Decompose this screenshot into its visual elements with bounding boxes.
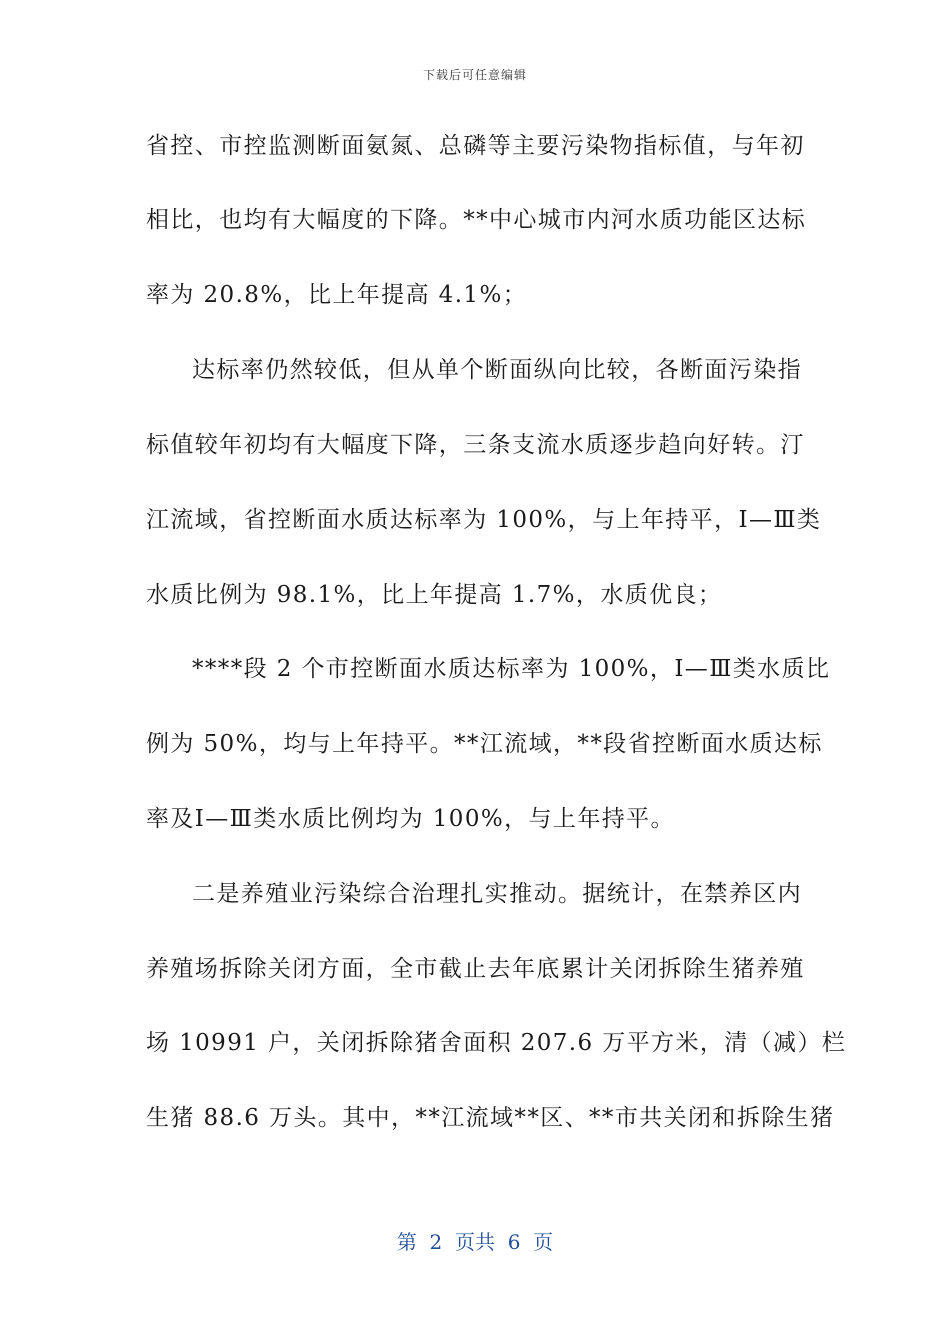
text-line: 标值较年初均有大幅度下降，三条支流水质逐步趋向好转。汀: [146, 432, 805, 458]
header-note: 下载后可任意编辑: [422, 68, 527, 82]
text-line: 场 10991 户，关闭拆除猪舍面积 207.6 万平方米，清（减）栏: [146, 1030, 847, 1056]
text-line: 例为 50%，均与上年持平。**江流域，**段省控断面水质达标: [146, 731, 823, 757]
text-line: 率为 20.8%，比上年提高 4.1%；: [146, 282, 528, 308]
text-line: 率及Ⅰ—Ⅲ类水质比例均为 100%，与上年持平。: [146, 806, 675, 832]
text-line: 达标率仍然较低，但从单个断面纵向比较，各断面污染指: [192, 357, 802, 383]
text-line: 相比，也均有大幅度的下降。**中心城市内河水质功能区达标: [146, 207, 807, 233]
text-line: 省控、市控监测断面氨氮、总磷等主要污染物指标值，与年初: [146, 133, 805, 159]
text-line: 江流域，省控断面水质达标率为 100%，与上年持平，Ⅰ—Ⅲ类: [146, 507, 822, 533]
text-line: 水质比例为 98.1%，比上年提高 1.7%，水质优良；: [146, 582, 723, 608]
text-line: 养殖场拆除关闭方面，全市截止去年底累计关闭拆除生猪养殖: [146, 956, 805, 982]
text-line: 二是养殖业污染综合治理扎实推动。据统计，在禁养区内: [192, 881, 802, 907]
text-line: 生猪 88.6 万头。其中，**江流域**区、**市共关闭和拆除生猪: [146, 1105, 835, 1131]
text-line: ****段 2 个市控断面水质达标率为 100%，Ⅰ—Ⅲ类水质比: [192, 656, 831, 682]
page-number: 第 2 页共 6 页: [396, 1230, 554, 1254]
